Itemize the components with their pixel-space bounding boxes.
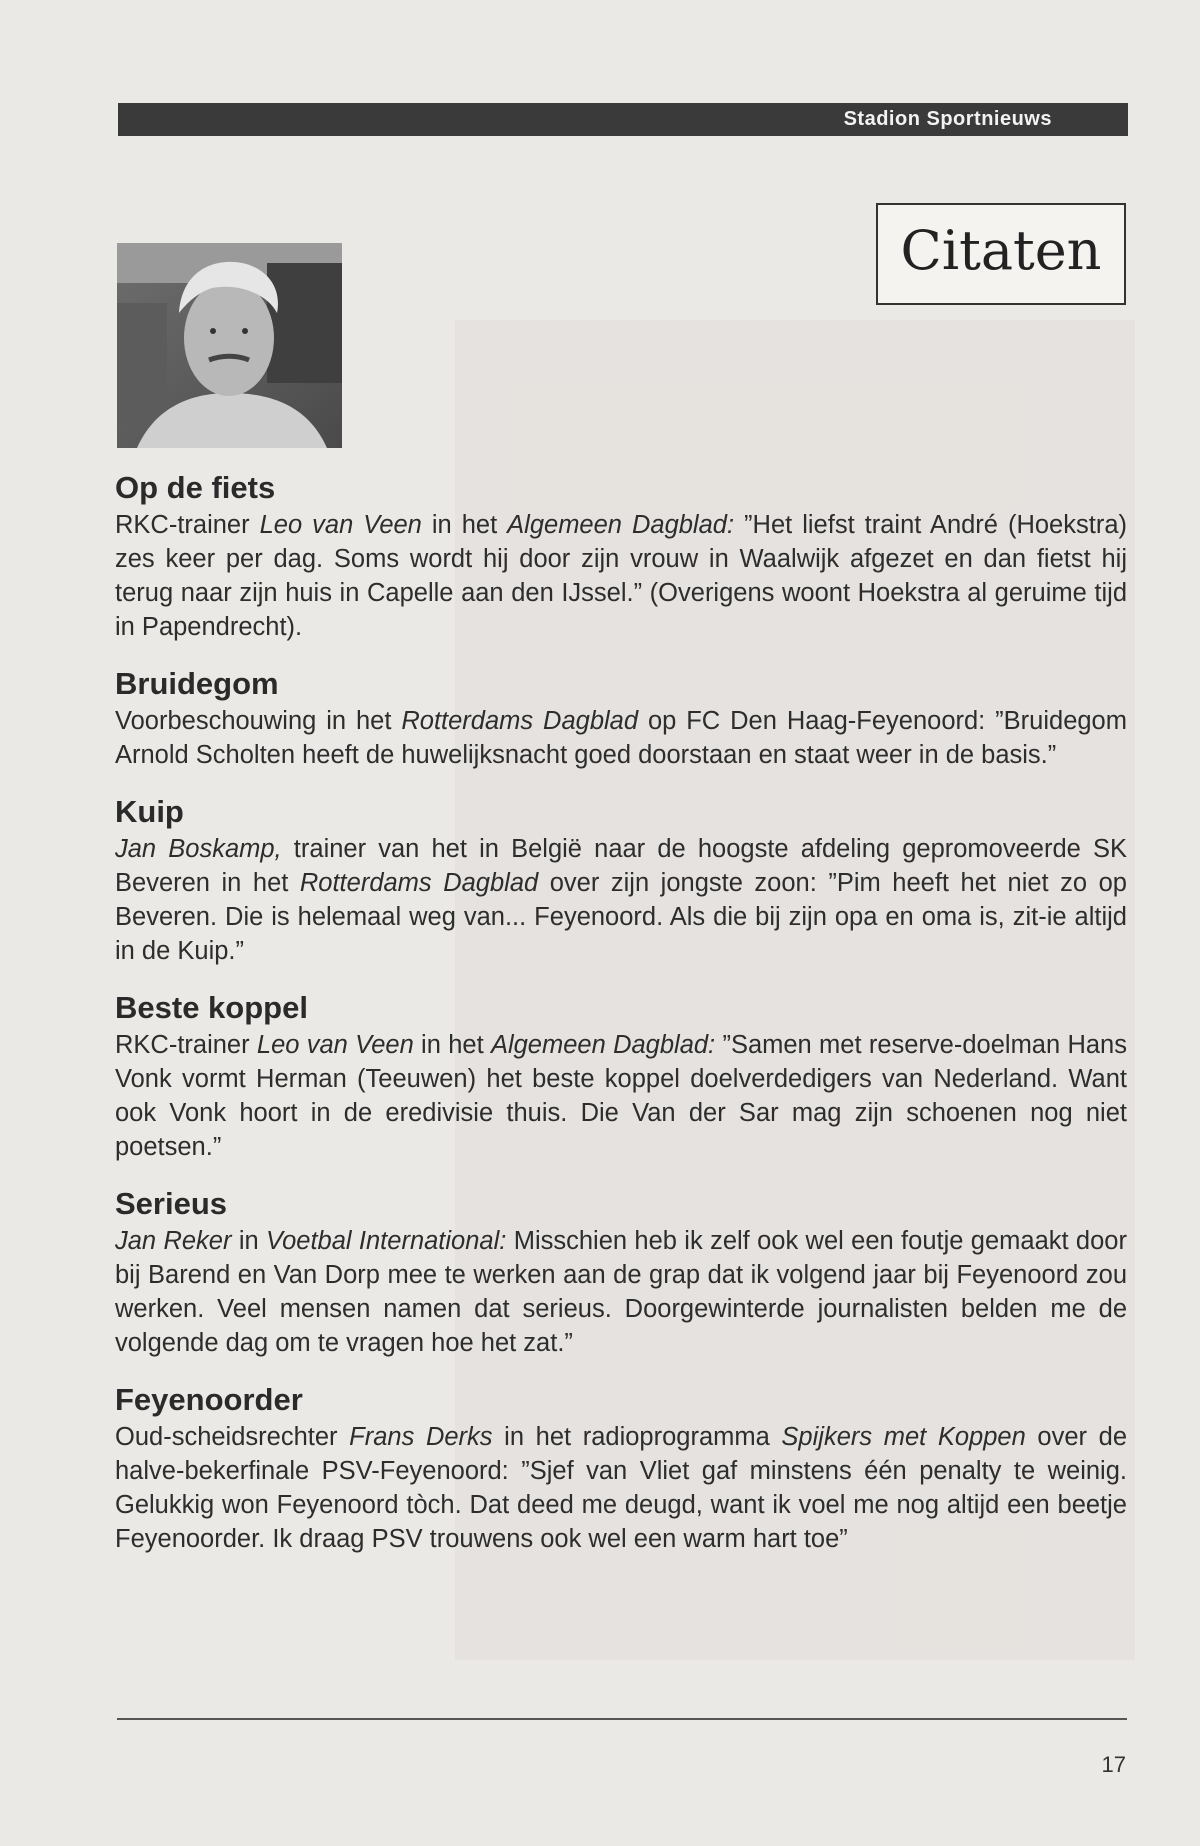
italic-reference: Rotterdams Dagblad (401, 707, 639, 735)
body-text: in het (421, 511, 508, 539)
portrait-photo (117, 243, 342, 448)
quote-section (115, 1382, 1127, 1556)
quote-section (115, 1186, 1127, 1360)
body-text: ”Het liefst traint André (Hoekstra) zes keer per dag. Soms wordt hij door zijn vrouw in Waalwijk afgezet en dan fietst hij terug naar zijn huis in Capelle aan den IJssel.” (Overigens woont Hoekstra al geruime tijd in Papendrecht). (115, 511, 1127, 641)
title-box (876, 203, 1126, 305)
section-body (115, 832, 1127, 968)
section-body (115, 1420, 1127, 1556)
italic-reference: Jan Boskamp, (115, 835, 282, 863)
body-text: Oud-scheidsrechter (115, 1423, 350, 1451)
body-text: over zijn jongste zoon: ”Pim heeft het niet zo op Beveren. Die is helemaal weg van... Feyenoord. Als die bij zijn opa en oma is, zit-ie altijd in de Kuip.” (115, 869, 1127, 965)
italic-reference: Voetbal International: (266, 1227, 507, 1255)
body-text: Misschien heb ik zelf ook wel een foutje gemaakt door bij Barend en Van Dorp mee te werken aan de grap dat ik volgend jaar bij Feyenoord zou werken. Veel mensen namen dat serieus. Doorgewinterde journalisten belden me de volgende dag om te vragen hoe het zat.” (115, 1227, 1127, 1357)
page-title: Citaten (900, 219, 1102, 282)
quote-section (115, 990, 1127, 1164)
quote-section (115, 666, 1127, 772)
body-text: RKC-trainer (115, 1031, 257, 1059)
italic-reference: Leo van Veen (256, 1031, 414, 1059)
section-heading: Bruidegom (115, 666, 279, 701)
portrait-image (117, 243, 342, 448)
footer-divider (117, 1718, 1127, 1720)
body-text: in het radioprogramma (492, 1423, 782, 1451)
section-body (115, 704, 1127, 772)
header-bar (118, 103, 1128, 136)
italic-reference: Algemeen Dagblad: (490, 1031, 716, 1059)
body-text: in (231, 1227, 267, 1255)
page-number: 17 (1101, 1752, 1126, 1777)
italic-reference: Algemeen Dagblad: (507, 511, 735, 539)
body-text: trainer van het in België naar de hoogste afdeling gepromoveerde SK Beveren in het (115, 835, 1127, 897)
header-section-title: Stadion Sportnieuws (843, 108, 1052, 130)
body-text: over de halve-bekerfinale PSV-Feyenoord: ”Sjef van Vliet gaf minstens één penalty te weinig. Gelukkig won Feyenoord tòch. Dat deed me deugd, want ik voel me nog altijd een beetje Feyenoorder. Ik draag PSV trouwens ook wel een warm hart toe” (115, 1423, 1128, 1553)
section-heading: Kuip (115, 794, 184, 829)
section-body (115, 508, 1127, 644)
italic-reference: Rotterdams Dagblad (299, 869, 539, 897)
italic-reference: Spijkers met Koppen (781, 1423, 1026, 1451)
body-text: op FC Den Haag-Feyenoord: ”Bruidegom Arnold Scholten heeft de huwelijksnacht goed doorstaan en staat weer in de basis.” (115, 707, 1127, 769)
italic-reference: Jan Reker (115, 1227, 232, 1255)
body-text: Voorbeschouwing in het (115, 707, 402, 735)
section-body (115, 1028, 1127, 1164)
italic-reference: Frans Derks (349, 1423, 493, 1451)
body-text: in het (413, 1031, 491, 1059)
quote-section (115, 470, 1127, 644)
body-text: RKC-trainer (115, 511, 260, 539)
section-body (115, 1224, 1127, 1360)
body-text: ”Samen met reserve-doelman Hans Vonk vormt Herman (Teeuwen) het beste koppel doelverdedigers van Nederland. Want ook Vonk hoort in de eredivisie thuis. Die Van der Sar mag zijn schoenen nog niet poetsen.” (115, 1031, 1127, 1161)
section-heading: Op de fiets (115, 470, 276, 505)
italic-reference: Leo van Veen (259, 511, 422, 539)
section-heading: Serieus (115, 1186, 228, 1221)
section-heading: Beste koppel (115, 990, 308, 1025)
quote-section (115, 794, 1127, 968)
quotes-list (115, 470, 1127, 1578)
section-heading: Feyenoorder (115, 1382, 303, 1417)
